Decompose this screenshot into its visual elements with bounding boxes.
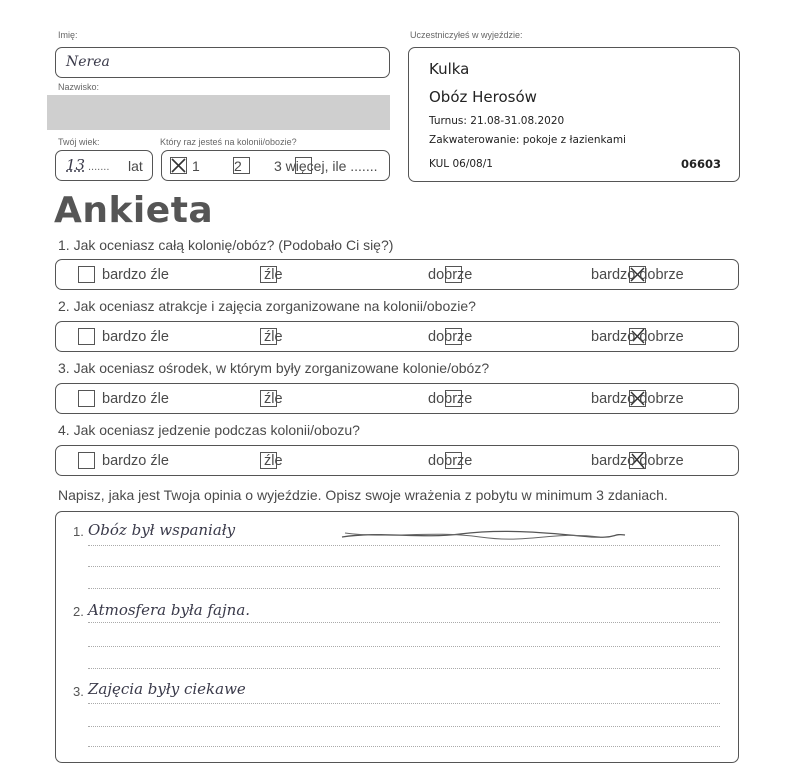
times-field xyxy=(161,150,390,181)
trip-box xyxy=(408,47,740,182)
opinion-text-2: Atmosfera była fajna. xyxy=(88,601,251,619)
opinion-num-3: 3. xyxy=(73,684,84,699)
times-option-2: 2 xyxy=(234,158,242,174)
writing-line xyxy=(88,668,720,669)
times-option-1: 1 xyxy=(192,158,200,174)
writing-line xyxy=(88,545,720,546)
question-4-text: 4. Jak oceniasz jedzenie podczas kolonii/obozu? xyxy=(58,422,360,438)
age-label: Twój wiek: xyxy=(58,137,100,147)
writing-line xyxy=(88,746,720,747)
q1-option-label: źle xyxy=(264,267,283,283)
trip-name: Kulka xyxy=(429,60,470,78)
q2-checkbox-bardzo-zle[interactable] xyxy=(78,328,95,345)
question-3-options xyxy=(55,383,739,414)
opinion-prompt: Napisz, jaka jest Twoja opinia o wyjeździe. Opisz swoje wrażenia z pobytu w minimum 3 zdaniach. xyxy=(58,487,668,503)
times-label: Który raz jesteś na kolonii/obozie? xyxy=(160,137,297,147)
q2-option-label: bardzo dobrze xyxy=(591,329,684,345)
q4-option-label: bardzo dobrze xyxy=(591,453,684,469)
surname-label: Nazwisko: xyxy=(58,82,100,92)
question-2-text: 2. Jak oceniasz atrakcje i zajęcia zorganizowane na kolonii/obozie? xyxy=(58,298,476,314)
q2-option-label: dobrze xyxy=(428,329,473,345)
q3-checkbox-bardzo-zle[interactable] xyxy=(78,390,95,407)
check-x-icon xyxy=(170,157,187,174)
opinion-num-2: 2. xyxy=(73,604,84,619)
trip-number: 06603 xyxy=(680,157,721,171)
trip-accommodation: Zakwaterowanie: pokoje z łazienkami xyxy=(429,134,626,146)
writing-line xyxy=(88,566,720,567)
trip-camp: Obóz Herosów xyxy=(429,88,537,106)
question-1-options xyxy=(55,259,739,290)
name-field[interactable] xyxy=(55,47,390,78)
writing-line xyxy=(88,646,720,647)
q2-option-label: bardzo źle xyxy=(102,329,169,345)
times-checkbox-1[interactable] xyxy=(170,157,187,174)
question-4-options xyxy=(55,445,739,476)
q1-option-label: dobrze xyxy=(428,267,473,283)
trip-turnus: Turnus: 21.08-31.08.2020 xyxy=(429,115,565,127)
writing-line xyxy=(88,622,720,623)
opinion-text-1: Obóz był wspaniały xyxy=(88,521,236,539)
q1-checkbox-bardzo-zle[interactable] xyxy=(78,266,95,283)
writing-line xyxy=(88,703,720,704)
strikethrough-scribble xyxy=(340,527,630,543)
name-value: Nerea xyxy=(66,54,110,70)
trip-label: Uczestniczyłeś w wyjeździe: xyxy=(410,30,523,40)
age-dots: ....... xyxy=(88,161,110,173)
age-field[interactable] xyxy=(55,150,153,181)
trip-code: KUL 06/08/1 xyxy=(429,158,493,170)
surname-redacted xyxy=(47,95,390,130)
q3-option-label: bardzo źle xyxy=(102,391,169,407)
q4-checkbox-bardzo-zle[interactable] xyxy=(78,452,95,469)
q3-option-label: dobrze xyxy=(428,391,473,407)
age-unit: lat xyxy=(128,158,143,174)
q4-option-label: dobrze xyxy=(428,453,473,469)
question-3-text: 3. Jak oceniasz ośrodek, w którym były zorganizowane kolonie/obóz? xyxy=(58,360,490,376)
q1-option-label: bardzo dobrze xyxy=(591,267,684,283)
writing-line xyxy=(88,588,720,589)
age-value: 13 xyxy=(66,156,86,174)
q4-option-label: źle xyxy=(264,453,283,469)
opinion-text-3: Zajęcia były ciekawe xyxy=(88,680,246,698)
times-option-3: 3 więcej, ile ....... xyxy=(274,158,378,174)
opinion-num-1: 1. xyxy=(73,524,84,539)
name-label: Imię: xyxy=(58,30,78,40)
question-2-options xyxy=(55,321,739,352)
q2-option-label: źle xyxy=(264,329,283,345)
page-title: Ankieta xyxy=(54,190,214,231)
q1-option-label: bardzo źle xyxy=(102,267,169,283)
q3-option-label: bardzo dobrze xyxy=(591,391,684,407)
q4-option-label: bardzo źle xyxy=(102,453,169,469)
writing-line xyxy=(88,726,720,727)
q3-option-label: źle xyxy=(264,391,283,407)
question-1-text: 1. Jak oceniasz całą kolonię/obóz? (Podobało Ci się?) xyxy=(58,237,394,253)
